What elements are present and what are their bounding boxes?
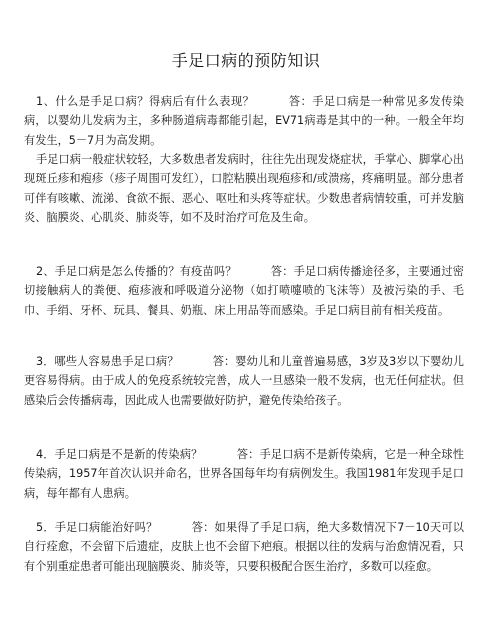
question-5: 5．手足口病能治好吗？ (36, 521, 158, 534)
answer-1: 答：手足口病是一种常见多发传染病，以婴幼儿发病为主，多种肠道病毒都能引起，EV71病毒是其中的一种。一般全年均有发生，5－7月为高发期。 (24, 95, 464, 147)
question-3: 3．哪些人容易患手足口病？ (36, 355, 179, 368)
paragraph-q3 (24, 352, 464, 410)
answer-2: 答：手足口病传播途径多，主要通过密切接触病人的粪便、疱疹液和呼吸道分泌物（如打喷嚏喷的飞沫等）及被污染的手、毛巾、手绢、牙杯、玩具、餐具、奶瓶、床上用品等而感染。手足口病目前有相关疫苗。 (24, 265, 464, 317)
answer-3: 答：婴幼儿和儿童普遍易感，3岁及3岁以下婴幼儿更容易得病。由于成人的免疫系统较完善，成人一旦感染一般不发病，也无任何症状。但感染后会传播病毒，因此成人也需要做好防护，避免传染给孩子。 (24, 355, 464, 407)
paragraph-q4 (24, 445, 464, 503)
question-2: 2、手足口病是怎么传播的？有疫苗吗？ (36, 265, 237, 278)
question-4: 4．手足口病是不是新的传染病？ (36, 448, 203, 461)
answer-5: 答：如果得了手足口病，绝大多数情况下7－10天可以自行痊愈，不会留下后遗症，皮肤上也不会留下疤痕。根据以往的发病与治愈情况看，只有个别重症患者可能出现脑膜炎、肺炎等，只要积极配合医生治疗，多数可以痊愈。 (24, 521, 464, 573)
paragraph-q1 (24, 92, 464, 150)
question-1: 1、什么是手足口病？得病后有什么表现？ (36, 95, 255, 108)
answer-4: 答：手足口病不是新传染病，它是一种全球性传染病，1957年首次认识并命名，世界各国每年均有病例发生。我国1981年发现手足口病，每年都有人患病。 (24, 448, 464, 500)
paragraph-q2 (24, 262, 464, 320)
paragraph-symptoms (24, 150, 464, 228)
paragraph-q5 (24, 518, 464, 576)
page-title: 手足口病的预防知识 (171, 51, 321, 70)
answer-1-continued: 手足口病一般症状较轻，大多数患者发病时，往往先出现发烧症状，手掌心、脚掌心出现斑丘疹和疱疹（疹子周围可发红），口腔粘膜出现疱疹和/或溃疡，疼痛明显。部分患者可伴有咳嗽、流涕、食欲不振、恶心、呕吐和头疼等症状。少数患者病情较重，可并发脑炎、脑膜炎、心肌炎、肺炎等，如不及时治疗可危及生命。 (24, 153, 464, 225)
